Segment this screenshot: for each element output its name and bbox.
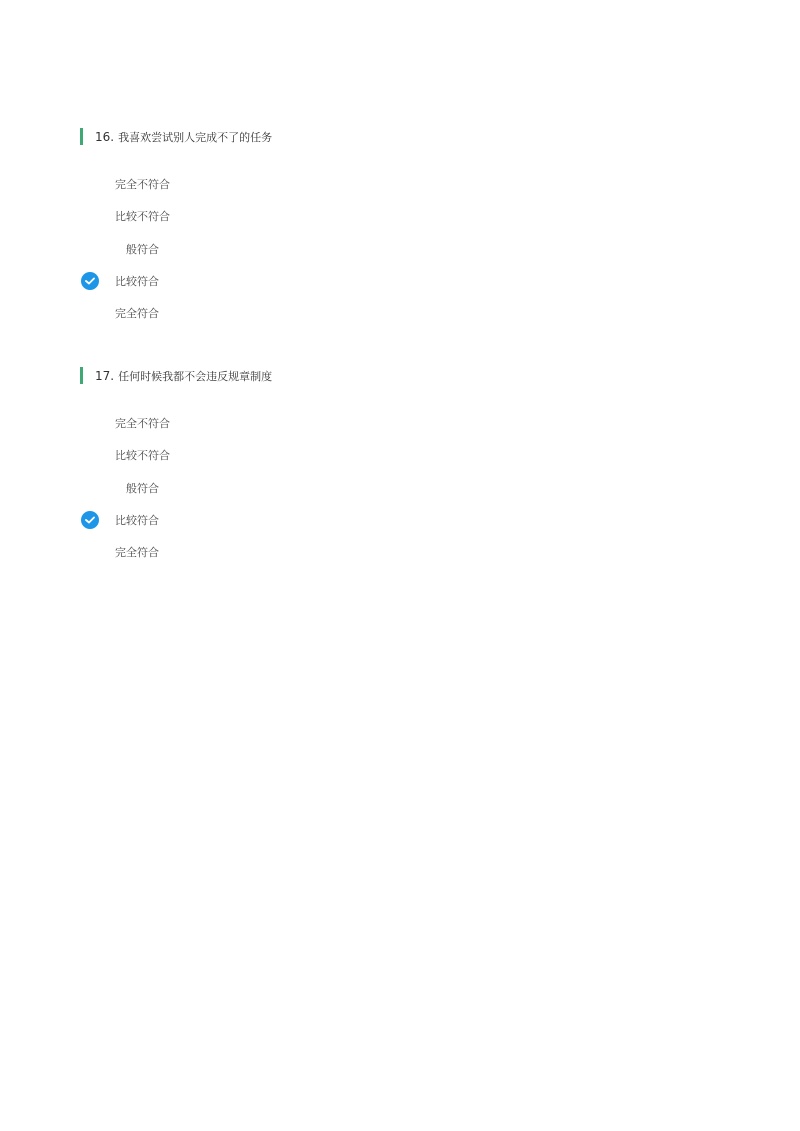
option-somewhat-disagree[interactable] (80, 439, 760, 471)
option-label: 完全不符合 (115, 178, 170, 192)
question-accent-bar (80, 128, 83, 145)
question-17 (80, 367, 760, 568)
option-list (80, 407, 760, 568)
question-text: 我喜欢尝试别人完成不了的任务 (118, 131, 273, 144)
option-list (80, 168, 760, 329)
question-header (80, 367, 760, 385)
question-number: 16. (95, 130, 115, 144)
check-circle-icon (81, 272, 99, 290)
question-16 (80, 128, 760, 329)
question-header (80, 128, 760, 146)
option-somewhat-disagree[interactable] (80, 200, 760, 232)
question-text: 任何时候我都不会违反规章制度 (118, 370, 273, 383)
option-label: 比较不符合 (115, 210, 170, 224)
question-accent-bar (80, 367, 83, 384)
option-label: 般符合 (126, 481, 159, 495)
option-somewhat-agree[interactable] (80, 504, 760, 536)
option-completely-disagree[interactable] (80, 407, 760, 439)
check-circle-icon (81, 511, 99, 529)
option-label: 比较符合 (115, 275, 159, 289)
option-completely-agree[interactable] (80, 536, 760, 568)
option-label: 比较符合 (115, 514, 159, 528)
option-neutral[interactable] (80, 472, 760, 504)
option-label: 比较不符合 (115, 449, 170, 463)
option-completely-agree[interactable] (80, 297, 760, 329)
option-somewhat-agree[interactable] (80, 265, 760, 297)
option-label: 般符合 (126, 242, 159, 256)
option-label: 完全符合 (115, 546, 159, 560)
option-label: 完全符合 (115, 307, 159, 321)
option-completely-disagree[interactable] (80, 168, 760, 200)
option-neutral[interactable] (80, 233, 760, 265)
option-label: 完全不符合 (115, 417, 170, 431)
question-number: 17. (95, 369, 115, 383)
